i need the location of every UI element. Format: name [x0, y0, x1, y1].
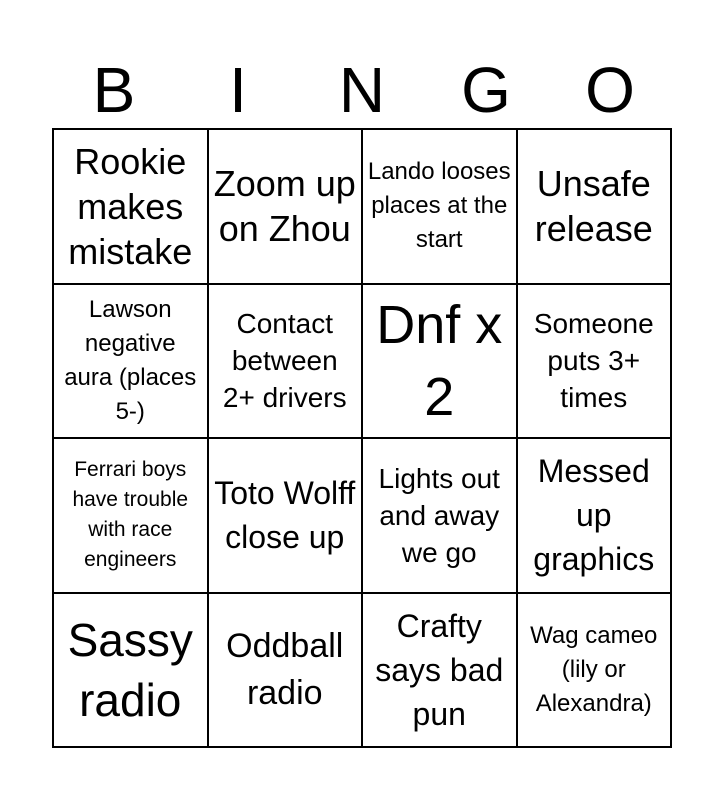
- cell-text: Lando looses places at the start: [367, 158, 511, 254]
- bingo-cell[interactable]: [362, 593, 517, 748]
- header-letter-n: N: [338, 54, 386, 126]
- bingo-cell[interactable]: [208, 129, 363, 284]
- bingo-cell[interactable]: [517, 593, 672, 748]
- cell-text: Someone puts 3+ times: [533, 308, 654, 414]
- bingo-board: [52, 128, 672, 748]
- cell-text: Contact between 2+ drivers: [222, 308, 347, 414]
- bingo-cell[interactable]: [517, 129, 672, 284]
- bingo-cell[interactable]: [208, 438, 363, 593]
- bingo-cell[interactable]: [208, 284, 363, 439]
- cell-text: Rookie makes mistake: [68, 140, 193, 272]
- bingo-cell[interactable]: [53, 129, 208, 284]
- header-letter-i: I: [229, 54, 247, 126]
- bingo-cell[interactable]: [362, 438, 517, 593]
- cell-text: Toto Wolff close up: [214, 475, 356, 556]
- bingo-cell[interactable]: [362, 284, 517, 439]
- bingo-cell[interactable]: [53, 593, 208, 748]
- cell-text: Wag cameo (lily or Alexandra): [530, 621, 658, 717]
- cell-text: Sassy radio: [67, 613, 193, 726]
- bingo-cell[interactable]: [517, 284, 672, 439]
- header-letter-g: G: [461, 54, 511, 126]
- cell-text: Dnf x 2: [376, 294, 503, 427]
- bingo-cell[interactable]: [53, 438, 208, 593]
- bingo-cell[interactable]: [53, 284, 208, 439]
- cell-text: Lights out and away we go: [378, 462, 500, 568]
- cell-text: Crafty says bad pun: [375, 607, 504, 732]
- cell-text: Zoom up on Zhou: [213, 163, 356, 250]
- bingo-cell[interactable]: [362, 129, 517, 284]
- bingo-cell[interactable]: [517, 438, 672, 593]
- bingo-cell[interactable]: [208, 593, 363, 748]
- cell-text: Ferrari boys have trouble with race engineers: [72, 458, 189, 572]
- cell-text: Messed up graphics: [533, 453, 655, 578]
- cell-text: Oddball radio: [226, 626, 344, 712]
- cell-text: Unsafe release: [534, 163, 653, 250]
- header-letter-b: B: [92, 54, 136, 126]
- header-letter-o: O: [585, 54, 635, 126]
- bingo-header: [52, 55, 672, 125]
- cell-text: Lawson negative aura (places 5-): [64, 295, 197, 425]
